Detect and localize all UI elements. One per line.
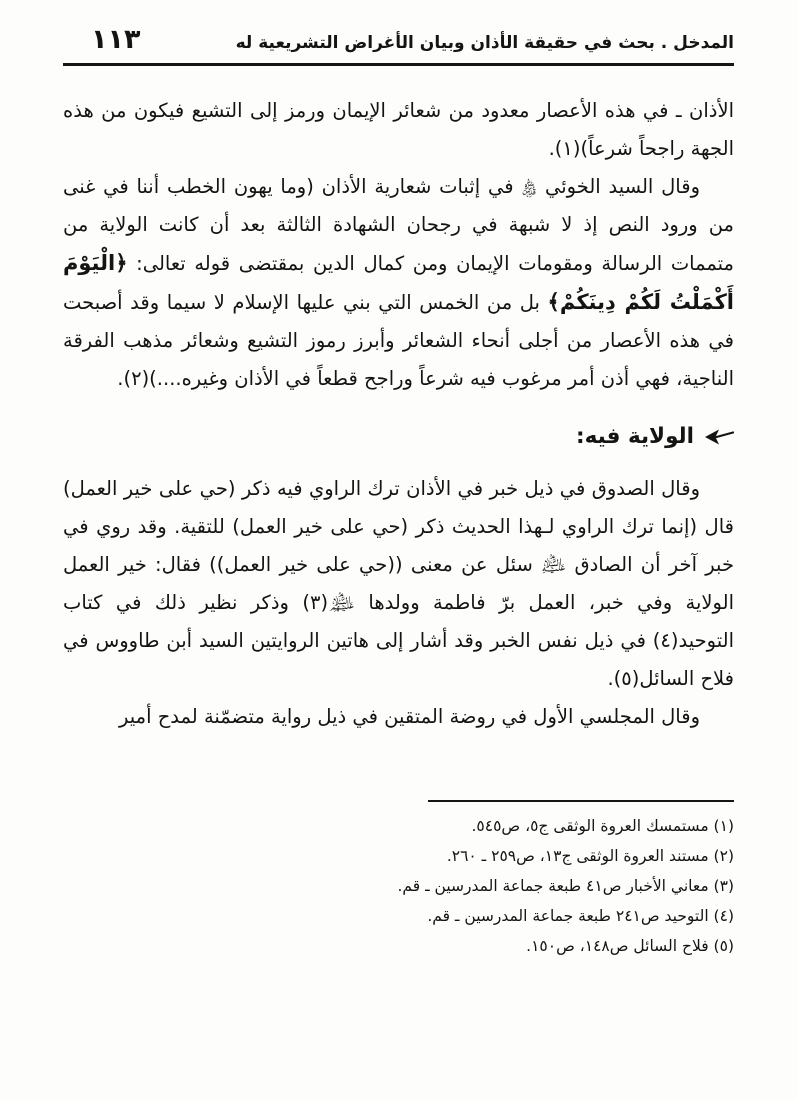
paragraph-2-text-after: بل من الخمس التي بني عليها الإسلام لا سيما وقد أصبحت في هذه الأعصار من أجلى أنحاء الشعائر وأبرز رموز التشيع وشعائر مذهب الفرقة الناجية، فهي أذن أمر مرغوب فيه شرعاً وراجح قطعاً في الأذان وغيره....)(٢). <box>63 291 734 390</box>
section-heading <box>63 418 734 456</box>
footnote-3: (٣) معاني الأخبار ص٤١ طبعة جماعة المدرسين ـ قم. <box>397 877 734 895</box>
paragraph-1: الأذان ـ في هذه الأعصار معدود من شعائر الإيمان ورمز إلى التشيع فيكون من هذه الجهة راجحاً شرعاً)(١). <box>63 99 734 160</box>
paragraph-2 <box>63 168 734 398</box>
page-header <box>0 0 797 59</box>
section-heading-label: الولاية فيه: <box>575 424 694 449</box>
footnote-4: (٤) التوحيد ص٢٤١ طبعة جماعة المدرسين ـ قم. <box>427 907 734 925</box>
footnote-5: (٥) فلاح السائل ص١٤٨، ص١٥٠. <box>526 937 734 955</box>
pen-arrow-icon <box>704 428 734 446</box>
footnote-1: (١) مستمسك العروة الوثقى ج٥، ص٥٤٥. <box>471 817 734 835</box>
paragraph-2-text-before: وقال السيد الخوئي ﵋ في إثبات شعارية الأذان (وما يهون الخطب أننا في غنى من ورود النص إذ لا شبهة في رجحان الشهادة الثالثة بعد أن كانت الولاية من متممات الرسالة ومقومات الإيمان ومن كمال الدين بمقتضى قوله تعالى: <box>63 175 734 275</box>
footnote-2: (٢) مستند العروة الوثقى ج١٣، ص٢٥٩ ـ ٢٦٠. <box>446 847 734 865</box>
quran-quote: ﴿الْيَوْمَ أَكْمَلْتُ لَكُمْ دِينَكُمْ﴾ <box>63 251 734 314</box>
running-title: المدخل . بحث في حقيقة الأذان وبيان الأغراض التشريعية له <box>235 33 734 53</box>
page-body <box>63 92 734 736</box>
footnotes-section <box>63 800 734 961</box>
header-rule <box>63 63 734 66</box>
footnote-separator <box>428 800 734 802</box>
paragraph-3: وقال الصدوق في ذيل خبر في الأذان ترك الراوي فيه ذكر (حي على خير العمل) قال (إنما ترك الراوي لـهذا الحديث ذكر (حي على خير العمل) للتقية. وقد روي في خبر آخر أن الصادق ﵇ سئل عن معنى ((حي على خير العمل)) فقال: خير العمل الولاية وفي خبر، العمل برّ فاطمة وولدها ﵈(٣) وذكر نظير ذلك في كتاب التوحيد(٤) في ذيل نفس الخبر وقد أشار إلى هاتين الروايتين السيد أبن طاووس في فلاح السائل(٥). <box>63 477 734 690</box>
page-number: ١١٣ <box>91 24 141 55</box>
paragraph-4: وقال المجلسي الأول في روضة المتقين في ذيل رواية متضمّنة لمدح أمير <box>119 705 700 728</box>
